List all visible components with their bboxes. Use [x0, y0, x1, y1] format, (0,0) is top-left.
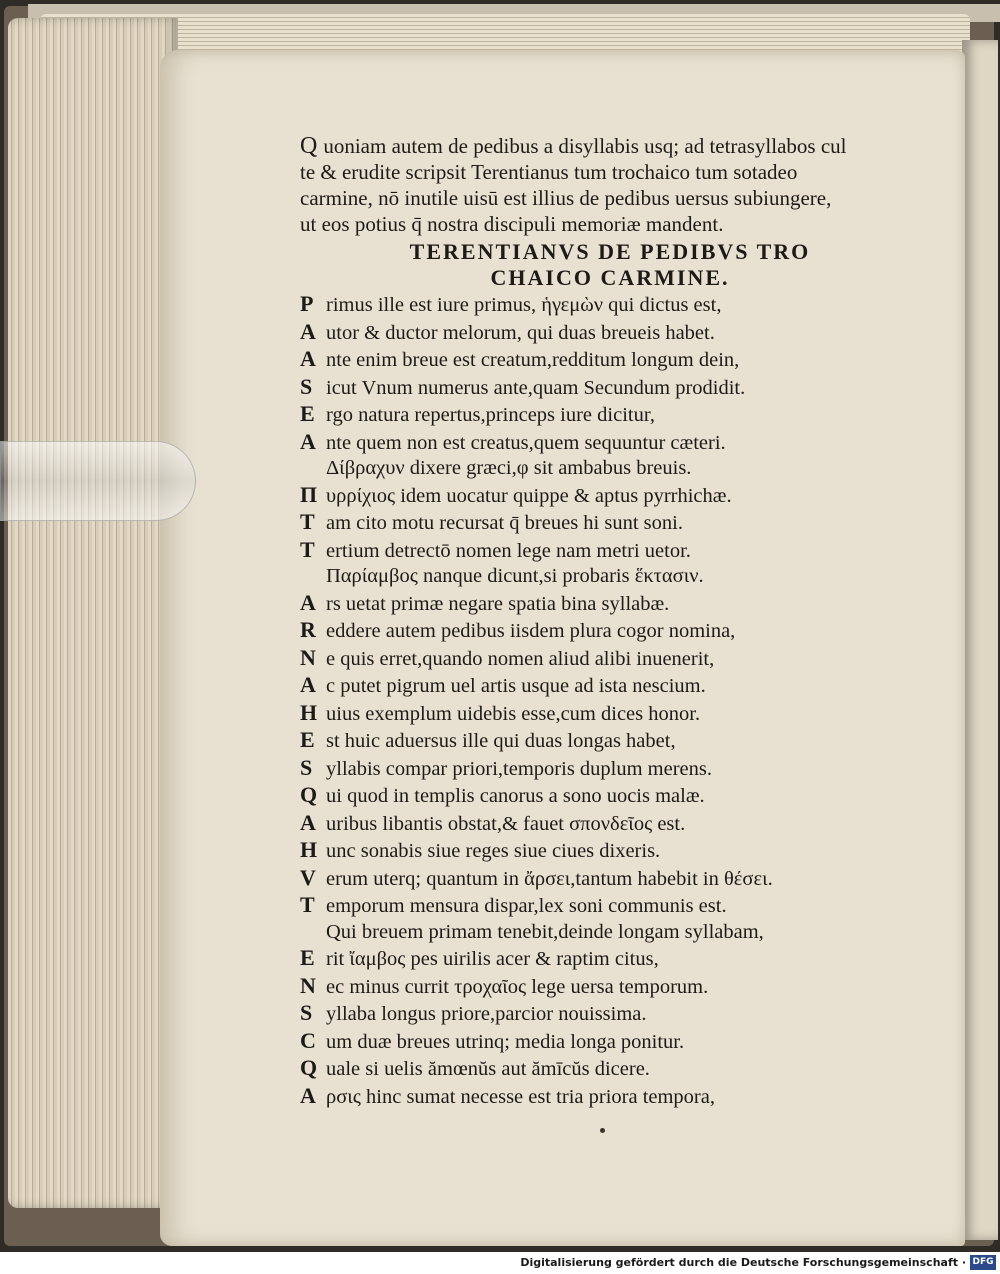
verse-text: eddere autem pedibus iisdem plura cogor nomina, [326, 620, 736, 642]
verse-text: uale si uelis ămœnŭs aut ămīcŭs dicere. [326, 1058, 650, 1080]
verse-text: um duæ breues utrinq; media longa ponitur. [326, 1030, 685, 1053]
verse-initial: N [300, 972, 316, 998]
verse-text: rs uetat primæ negare spatia bina syllabæ. [326, 592, 670, 615]
verse-text: yllabis compar priori,temporis duplum merens. [326, 757, 713, 780]
verse-text: uribus libantis obstat,& fauet σπονδεῖος est. [326, 812, 686, 835]
verse-initial: P [300, 291, 314, 316]
verse-text: emporum mensura dispar,lex soni communis est. [326, 895, 727, 917]
verse-initial: A [300, 346, 316, 371]
dfg-logo: DFG [970, 1255, 996, 1270]
verse-text: utor & ductor melorum, qui duas breueis habet. [326, 321, 715, 344]
heading-line-1: TERENTIANVS DE PEDIBVS TRO [409, 239, 811, 264]
verse-line [300, 865, 920, 893]
verse-text: icut Vnum numerus ante,quam Secundum prodidit. [326, 376, 746, 399]
verse-text: uius exemplum uidebis esse,cum dices honor. [326, 702, 701, 725]
verse-initial: T [300, 892, 315, 917]
intro-line: Q uoniam autem de pedibus a disyllabis usq; ad tetrasyllabos cul [300, 133, 847, 159]
verse-initial: E [300, 727, 315, 752]
intro-line: te & erudite scripsit Terentianus tum trochaico tum sotadeo [300, 160, 798, 184]
verse-line [300, 700, 920, 728]
verse-text: ρσις hinc sumat necesse est tria priora tempora, [326, 1085, 715, 1108]
verse-initial: S [300, 373, 313, 399]
verse-line [300, 892, 920, 920]
verse-line [300, 755, 920, 783]
verse-line [300, 374, 920, 402]
facing-page-edge [962, 40, 998, 1240]
verse-line [300, 429, 920, 457]
verse-initial: Q [300, 782, 318, 807]
verse-text: st huic aduersus ille qui duas longas habet, [326, 730, 676, 752]
verse-text: ertium detrectō nomen lege nam metri uetor. [326, 539, 691, 562]
page-text [300, 133, 920, 1110]
verse-text: rgo natura repertus,princeps iure dicitur, [326, 404, 655, 426]
verse-initial: A [300, 809, 316, 835]
verse-line [300, 973, 920, 1001]
verse-line [300, 346, 920, 374]
page-edges-left [8, 18, 178, 1208]
verse-line [300, 456, 920, 482]
page-clip [0, 441, 196, 521]
verse-line [300, 837, 920, 865]
verse-initial: Π [300, 481, 318, 507]
verse-line [300, 590, 920, 618]
verse-initial: E [300, 945, 315, 970]
verse-text: ui quod in templis canorus a sono uocis malæ. [326, 785, 705, 807]
verse-text: erum uterq; quantum in ἄρσει,tantum habebit in θέσει. [326, 867, 773, 890]
verse-line [300, 782, 920, 810]
verse-line [300, 291, 920, 319]
verse-line [300, 727, 920, 755]
verse-line [300, 810, 920, 838]
verse-initial: A [300, 672, 316, 697]
verse-initial: H [300, 837, 318, 862]
verse-text: rimus ille est iure primus, ἡγεμὼν qui dictus est, [326, 294, 722, 316]
verse-line [300, 537, 920, 565]
heading-line-2: CHAICO CARMINE. [490, 265, 730, 290]
verse-line [300, 1028, 920, 1056]
verse-initial: N [300, 644, 316, 670]
verse-text: yllaba longus priore,parcior nouissima. [326, 1003, 647, 1025]
verse-initial: A [300, 589, 316, 615]
verse-initial: S [300, 754, 313, 780]
verse-line [300, 1083, 920, 1111]
verse-text: e quis erret,quando nomen aliud alibi inuenerit, [326, 647, 715, 670]
footer-bar [0, 1252, 1000, 1274]
verse-text: Παρίαμβος nanque dicunt,si probaris ἕκτασιν. [326, 565, 704, 587]
footer-credit: Digitalisierung gefördert durch die Deutsche Forschungsgemeinschaft · [520, 1256, 966, 1269]
verse-initial: Q [300, 1055, 318, 1080]
verse-line [300, 617, 920, 645]
verse-initial: V [300, 864, 316, 890]
verse-text: Δίβραχυν dixere græci,φ sit ambabus breuis. [326, 457, 692, 479]
intro-initial: Q [300, 133, 318, 159]
verse-line [300, 645, 920, 673]
verse-line [300, 672, 920, 700]
verse-text: rit ἴαμβος pes uirilis acer & raptim citus, [326, 948, 659, 970]
verse-initial: A [300, 428, 316, 454]
verse-initial: E [300, 401, 315, 426]
section-heading [300, 239, 920, 291]
verse-line [300, 945, 920, 973]
verse-initial: S [300, 1000, 313, 1025]
verse-initial: R [300, 617, 316, 642]
verse-text: unc sonabis siue reges siue ciues dixeris. [326, 840, 661, 862]
verse-text: nte quem non est creatus,quem sequuntur cæteri. [326, 431, 726, 454]
ink-speck [600, 1128, 605, 1133]
verse-text: υρρίχιος idem uocatur quippe & aptus pyrrhichæ. [326, 484, 732, 507]
verse-initial: A [300, 318, 316, 344]
verse-line [300, 564, 920, 590]
verse-line [300, 482, 920, 510]
verse-line [300, 401, 920, 429]
verse-initial: H [300, 699, 318, 725]
verse-line [300, 509, 920, 537]
verse-initial: A [300, 1082, 316, 1108]
verse-text: nte enim breue est creatum,redditum longum dein, [326, 349, 740, 371]
verse-text: ec minus currit τροχαῖος lege uersa temporum. [326, 975, 709, 998]
intro-paragraph [300, 133, 920, 237]
intro-line: ut eos potius q̄ nostra discipuli memoriæ mandent. [300, 212, 724, 236]
verse-initial: T [300, 536, 315, 562]
verse-initial: C [300, 1027, 316, 1053]
verse-initial: T [300, 509, 315, 534]
verse-text: Qui breuem primam tenebit,deinde longam syllabam, [326, 920, 764, 943]
verse-line [300, 920, 920, 946]
verse-list [300, 291, 920, 1110]
verse-text: c putet pigrum uel artis usque ad ista nescium. [326, 675, 706, 697]
verse-line [300, 1055, 920, 1083]
verse-line [300, 319, 920, 347]
intro-line: carmine, nō inutile uisū est illius de pedibus uersus subiungere, [300, 186, 832, 210]
verse-line [300, 1000, 920, 1028]
verse-text: am cito motu recursat q̄ breues hi sunt soni. [326, 512, 683, 534]
